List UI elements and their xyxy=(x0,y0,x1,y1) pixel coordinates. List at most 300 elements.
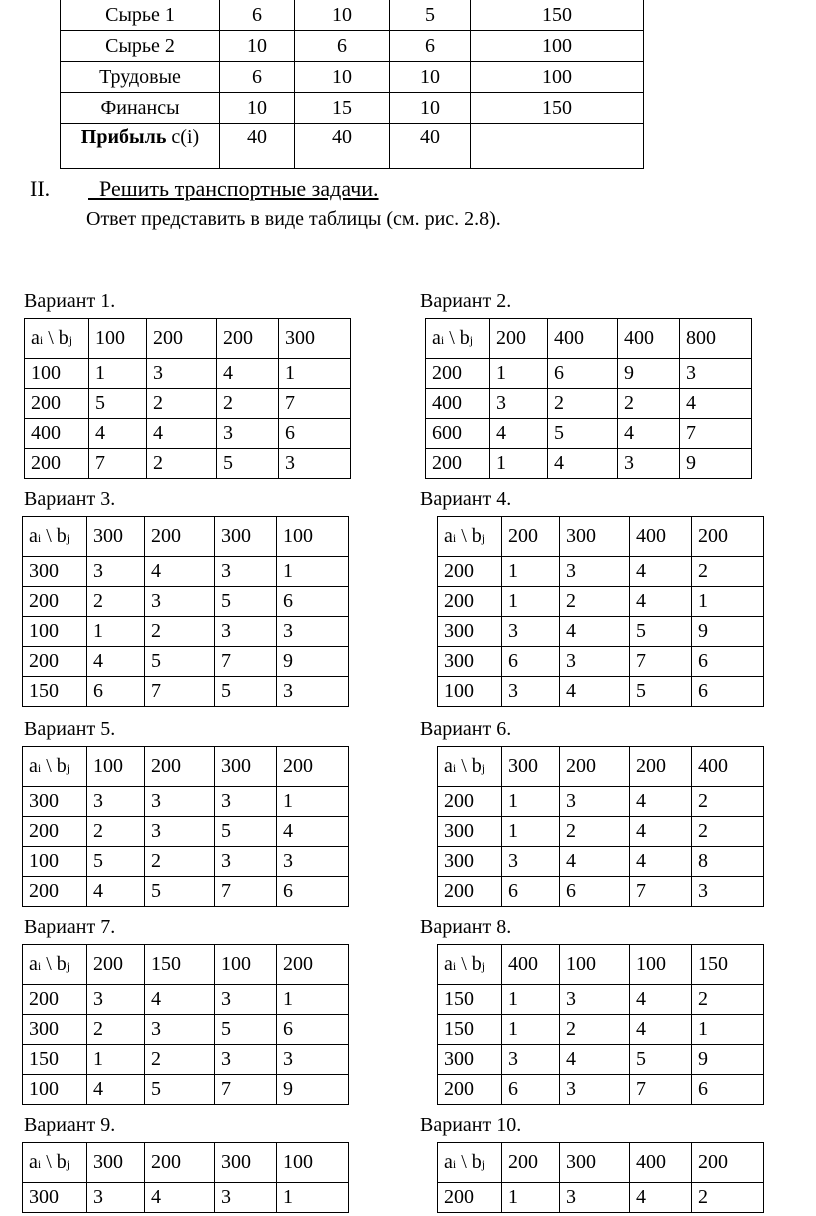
cost-cell: 2 xyxy=(147,389,217,419)
demand-cell: 800 xyxy=(680,319,752,359)
resource-value: 10 xyxy=(295,62,390,93)
transport-row xyxy=(25,419,351,449)
transport-row xyxy=(438,617,764,647)
profit-value: 40 xyxy=(390,124,471,169)
header-sep: \ xyxy=(41,953,57,975)
transport-row xyxy=(23,1015,349,1045)
supply-cell: 200 xyxy=(438,1075,502,1105)
cost-cell: 3 xyxy=(618,449,680,479)
header-a-sub: i xyxy=(37,531,42,545)
resource-label: Трудовые xyxy=(61,62,220,93)
cost-cell: 7 xyxy=(145,677,215,707)
supply-cell: 100 xyxy=(438,677,502,707)
cost-cell: 3 xyxy=(560,1075,630,1105)
supply-cell: 200 xyxy=(438,787,502,817)
cost-cell: 6 xyxy=(502,647,560,677)
transport-row xyxy=(426,359,752,389)
cost-cell: 3 xyxy=(87,787,145,817)
cost-cell: 6 xyxy=(277,1015,349,1045)
header-sep: \ xyxy=(456,1151,472,1173)
cost-cell: 6 xyxy=(277,587,349,617)
profit-value xyxy=(471,124,644,169)
cost-cell: 4 xyxy=(560,847,630,877)
supply-cell: 200 xyxy=(25,449,89,479)
demand-cell: 100 xyxy=(560,945,630,985)
profit-label xyxy=(61,124,220,169)
resources-table xyxy=(60,0,644,169)
cost-cell: 7 xyxy=(279,389,351,419)
cost-cell: 3 xyxy=(215,1045,277,1075)
cost-cell: 9 xyxy=(692,1045,764,1075)
supply-cell: 400 xyxy=(426,389,490,419)
demand-cell: 200 xyxy=(277,747,349,787)
cost-cell: 3 xyxy=(145,587,215,617)
demand-cell: 200 xyxy=(147,319,217,359)
cost-cell: 5 xyxy=(215,677,277,707)
resource-value: 10 xyxy=(390,93,471,124)
header-a-sub: i xyxy=(452,1157,457,1171)
cost-cell: 6 xyxy=(279,419,351,449)
ai-bj-header-cell xyxy=(25,319,89,359)
supply-cell: 150 xyxy=(23,1045,87,1075)
cost-cell: 4 xyxy=(217,359,279,389)
transport-row xyxy=(23,587,349,617)
transport-row xyxy=(23,817,349,847)
resource-value: 15 xyxy=(295,93,390,124)
cost-cell: 1 xyxy=(502,817,560,847)
ai-bj-header-cell xyxy=(426,319,490,359)
cost-cell: 2 xyxy=(560,1015,630,1045)
cost-cell: 3 xyxy=(215,1183,277,1213)
header-b: b xyxy=(56,953,67,975)
variant-label: Вариант 7. xyxy=(24,916,116,938)
cost-cell: 1 xyxy=(502,787,560,817)
cost-cell: 2 xyxy=(560,817,630,847)
cost-cell: 2 xyxy=(692,787,764,817)
header-sep: \ xyxy=(41,525,57,547)
demand-cell: 200 xyxy=(490,319,548,359)
variant-label: Вариант 5. xyxy=(24,718,116,740)
supply-cell: 200 xyxy=(438,587,502,617)
header-sep: \ xyxy=(456,525,472,547)
demand-cell: 300 xyxy=(560,517,630,557)
cost-cell: 9 xyxy=(680,449,752,479)
cost-cell: 6 xyxy=(87,677,145,707)
cost-cell: 5 xyxy=(145,877,215,907)
demand-cell: 100 xyxy=(89,319,147,359)
cost-cell: 7 xyxy=(630,1075,692,1105)
demand-cell: 300 xyxy=(87,517,145,557)
demand-cell: 200 xyxy=(145,747,215,787)
header-b-sub: j xyxy=(66,531,71,545)
resource-value: 150 xyxy=(471,93,644,124)
demand-cell: 100 xyxy=(87,747,145,787)
cost-cell: 6 xyxy=(692,647,764,677)
supply-cell: 300 xyxy=(23,1015,87,1045)
cost-cell: 3 xyxy=(277,617,349,647)
supply-cell: 100 xyxy=(23,617,87,647)
cost-cell: 3 xyxy=(87,985,145,1015)
supply-cell: 200 xyxy=(23,877,87,907)
demand-cell: 150 xyxy=(692,945,764,985)
cost-cell: 1 xyxy=(502,587,560,617)
cost-cell: 6 xyxy=(692,1075,764,1105)
ai-bj-header-cell xyxy=(23,945,87,985)
demand-cell: 100 xyxy=(215,945,277,985)
demand-cell: 300 xyxy=(215,517,277,557)
cost-cell: 3 xyxy=(502,617,560,647)
cost-cell: 7 xyxy=(680,419,752,449)
section-subtitle: Ответ представить в виде таблицы (см. рис. 2.8). xyxy=(86,208,501,230)
cost-cell: 6 xyxy=(277,877,349,907)
cost-cell: 4 xyxy=(145,985,215,1015)
transport-table xyxy=(22,1142,349,1213)
cost-cell: 4 xyxy=(277,817,349,847)
header-b: b xyxy=(56,525,67,547)
header-sep: \ xyxy=(456,755,472,777)
profit-value: 40 xyxy=(295,124,390,169)
header-a: a xyxy=(432,327,441,349)
cost-cell: 3 xyxy=(502,1045,560,1075)
demand-cell: 100 xyxy=(630,945,692,985)
cost-cell: 3 xyxy=(215,847,277,877)
cost-cell: 8 xyxy=(692,847,764,877)
resource-value: 6 xyxy=(295,31,390,62)
cost-cell: 4 xyxy=(87,877,145,907)
demand-cell: 200 xyxy=(502,1143,560,1183)
ai-bj-header-cell xyxy=(438,747,502,787)
cost-cell: 2 xyxy=(147,449,217,479)
header-a: a xyxy=(29,755,38,777)
transport-row xyxy=(438,1045,764,1075)
header-a-sub: i xyxy=(452,959,457,973)
supply-cell: 300 xyxy=(438,617,502,647)
cost-cell: 3 xyxy=(490,389,548,419)
demand-cell: 400 xyxy=(692,747,764,787)
transport-row xyxy=(438,1015,764,1045)
supply-cell: 200 xyxy=(23,985,87,1015)
header-b: b xyxy=(471,953,482,975)
transport-table xyxy=(437,516,764,707)
header-b: b xyxy=(459,327,470,349)
cost-cell: 1 xyxy=(502,557,560,587)
cost-cell: 3 xyxy=(145,787,215,817)
cost-cell: 3 xyxy=(87,1183,145,1213)
transport-table xyxy=(425,318,752,479)
demand-cell: 200 xyxy=(217,319,279,359)
cost-cell: 6 xyxy=(560,877,630,907)
header-a-sub: i xyxy=(39,333,44,347)
cost-cell: 2 xyxy=(145,1045,215,1075)
demand-cell: 100 xyxy=(277,1143,349,1183)
header-a: a xyxy=(29,525,38,547)
cost-cell: 3 xyxy=(560,557,630,587)
cost-cell: 2 xyxy=(618,389,680,419)
resources-row xyxy=(61,0,644,31)
supply-cell: 300 xyxy=(23,557,87,587)
header-b-sub: j xyxy=(481,1157,486,1171)
transport-header-row xyxy=(25,319,351,359)
supply-cell: 100 xyxy=(23,847,87,877)
cost-cell: 4 xyxy=(630,817,692,847)
demand-cell: 200 xyxy=(630,747,692,787)
supply-cell: 300 xyxy=(438,647,502,677)
cost-cell: 4 xyxy=(145,1183,215,1213)
supply-cell: 100 xyxy=(25,359,89,389)
profit-label-bold: Прибыль xyxy=(80,126,167,148)
supply-cell: 100 xyxy=(23,1075,87,1105)
transport-header-row xyxy=(438,945,764,985)
cost-cell: 4 xyxy=(630,847,692,877)
demand-cell: 300 xyxy=(215,1143,277,1183)
cost-cell: 2 xyxy=(87,587,145,617)
supply-cell: 400 xyxy=(25,419,89,449)
variant-label: Вариант 4. xyxy=(420,488,512,510)
header-b-sub: j xyxy=(66,1157,71,1171)
header-a: a xyxy=(31,327,40,349)
transport-header-row xyxy=(426,319,752,359)
cost-cell: 3 xyxy=(215,985,277,1015)
transport-row xyxy=(426,419,752,449)
cost-cell: 4 xyxy=(630,557,692,587)
ai-bj-header-cell xyxy=(438,1143,502,1183)
transport-row xyxy=(438,677,764,707)
cost-cell: 2 xyxy=(692,557,764,587)
cost-cell: 3 xyxy=(560,787,630,817)
section-number: II. xyxy=(30,176,51,201)
transport-header-row xyxy=(23,517,349,557)
cost-cell: 9 xyxy=(618,359,680,389)
cost-cell: 1 xyxy=(502,1015,560,1045)
supply-cell: 150 xyxy=(23,677,87,707)
resources-row xyxy=(61,93,644,124)
cost-cell: 1 xyxy=(490,449,548,479)
transport-table xyxy=(22,944,349,1105)
resource-value: 150 xyxy=(471,0,644,31)
transport-row xyxy=(23,985,349,1015)
cost-cell: 5 xyxy=(630,1045,692,1075)
header-a: a xyxy=(444,953,453,975)
cost-cell: 3 xyxy=(145,1015,215,1045)
supply-cell: 600 xyxy=(426,419,490,449)
transport-row xyxy=(438,1183,764,1213)
transport-row xyxy=(25,359,351,389)
cost-cell: 3 xyxy=(277,847,349,877)
transport-table xyxy=(22,746,349,907)
transport-header-row xyxy=(438,517,764,557)
transport-row xyxy=(438,557,764,587)
cost-cell: 5 xyxy=(145,1075,215,1105)
cost-cell: 2 xyxy=(87,1015,145,1045)
variant-label: Вариант 6. xyxy=(420,718,512,740)
demand-cell: 400 xyxy=(630,517,692,557)
demand-cell: 100 xyxy=(277,517,349,557)
cost-cell: 3 xyxy=(147,359,217,389)
header-sep: \ xyxy=(456,953,472,975)
cost-cell: 4 xyxy=(87,647,145,677)
transport-header-row xyxy=(23,945,349,985)
header-b: b xyxy=(56,755,67,777)
demand-cell: 200 xyxy=(502,517,560,557)
transport-row xyxy=(23,617,349,647)
cost-cell: 5 xyxy=(630,677,692,707)
cost-cell: 6 xyxy=(692,677,764,707)
transport-row xyxy=(438,647,764,677)
transport-row xyxy=(25,449,351,479)
cost-cell: 1 xyxy=(279,359,351,389)
resource-value: 10 xyxy=(220,31,295,62)
header-b: b xyxy=(56,1151,67,1173)
cost-cell: 4 xyxy=(630,985,692,1015)
cost-cell: 2 xyxy=(217,389,279,419)
header-a-sub: i xyxy=(452,761,457,775)
variant-label: Вариант 2. xyxy=(420,290,512,312)
transport-header-row xyxy=(23,747,349,787)
transport-row xyxy=(23,877,349,907)
supply-cell: 300 xyxy=(438,1045,502,1075)
cost-cell: 2 xyxy=(548,389,618,419)
supply-cell: 300 xyxy=(23,1183,87,1213)
resource-value: 100 xyxy=(471,31,644,62)
transport-table xyxy=(437,746,764,907)
transport-table xyxy=(22,516,349,707)
cost-cell: 1 xyxy=(692,1015,764,1045)
cost-cell: 2 xyxy=(145,847,215,877)
cost-cell: 7 xyxy=(630,877,692,907)
resource-value: 6 xyxy=(220,0,295,31)
cost-cell: 3 xyxy=(680,359,752,389)
header-b: b xyxy=(471,525,482,547)
supply-cell: 200 xyxy=(426,449,490,479)
transport-row xyxy=(438,817,764,847)
header-b-sub: j xyxy=(481,531,486,545)
resource-label: Финансы xyxy=(61,93,220,124)
demand-cell: 300 xyxy=(560,1143,630,1183)
cost-cell: 4 xyxy=(89,419,147,449)
cost-cell: 6 xyxy=(502,877,560,907)
header-a-sub: i xyxy=(37,959,42,973)
cost-cell: 5 xyxy=(215,587,277,617)
cost-cell: 5 xyxy=(215,817,277,847)
resource-value: 10 xyxy=(390,62,471,93)
supply-cell: 200 xyxy=(438,557,502,587)
header-a-sub: i xyxy=(440,333,445,347)
demand-cell: 200 xyxy=(87,945,145,985)
header-b-sub: j xyxy=(469,333,474,347)
header-a-sub: i xyxy=(37,761,42,775)
header-b: b xyxy=(58,327,69,349)
supply-cell: 300 xyxy=(438,817,502,847)
transport-table xyxy=(437,1142,764,1213)
transport-table xyxy=(437,944,764,1105)
cost-cell: 6 xyxy=(502,1075,560,1105)
cost-cell: 5 xyxy=(145,647,215,677)
transport-row xyxy=(438,587,764,617)
variant-label: Вариант 9. xyxy=(24,1114,116,1136)
demand-cell: 400 xyxy=(502,945,560,985)
cost-cell: 1 xyxy=(277,1183,349,1213)
cost-cell: 3 xyxy=(277,677,349,707)
demand-cell: 200 xyxy=(692,517,764,557)
header-b: b xyxy=(471,755,482,777)
supply-cell: 150 xyxy=(438,985,502,1015)
cost-cell: 4 xyxy=(630,1183,692,1213)
cost-cell: 3 xyxy=(277,1045,349,1075)
transport-row xyxy=(426,389,752,419)
cost-cell: 1 xyxy=(692,587,764,617)
demand-cell: 300 xyxy=(279,319,351,359)
transport-header-row xyxy=(23,1143,349,1183)
transport-row xyxy=(438,847,764,877)
cost-cell: 4 xyxy=(560,677,630,707)
cost-cell: 1 xyxy=(87,1045,145,1075)
transport-row xyxy=(438,985,764,1015)
cost-cell: 4 xyxy=(145,557,215,587)
cost-cell: 5 xyxy=(548,419,618,449)
demand-cell: 400 xyxy=(618,319,680,359)
cost-cell: 4 xyxy=(630,787,692,817)
transport-header-row xyxy=(438,1143,764,1183)
cost-cell: 7 xyxy=(89,449,147,479)
cost-cell: 4 xyxy=(87,1075,145,1105)
header-sep: \ xyxy=(444,327,460,349)
profit-row xyxy=(61,124,644,169)
header-sep: \ xyxy=(41,755,57,777)
variant-label: Вариант 1. xyxy=(24,290,116,312)
header-a-sub: i xyxy=(452,531,457,545)
header-b: b xyxy=(471,1151,482,1173)
cost-cell: 9 xyxy=(692,617,764,647)
resource-value: 6 xyxy=(220,62,295,93)
transport-row xyxy=(23,647,349,677)
cost-cell: 2 xyxy=(692,985,764,1015)
transport-row xyxy=(23,847,349,877)
demand-cell: 200 xyxy=(692,1143,764,1183)
cost-cell: 4 xyxy=(680,389,752,419)
cost-cell: 5 xyxy=(215,1015,277,1045)
cost-cell: 3 xyxy=(560,647,630,677)
demand-cell: 400 xyxy=(630,1143,692,1183)
cost-cell: 4 xyxy=(490,419,548,449)
cost-cell: 7 xyxy=(215,1075,277,1105)
transport-row xyxy=(438,787,764,817)
cost-cell: 4 xyxy=(618,419,680,449)
cost-cell: 5 xyxy=(630,617,692,647)
transport-row xyxy=(25,389,351,419)
resource-value: 6 xyxy=(390,31,471,62)
transport-row xyxy=(438,877,764,907)
cost-cell: 7 xyxy=(630,647,692,677)
cost-cell: 4 xyxy=(147,419,217,449)
supply-cell: 150 xyxy=(438,1015,502,1045)
resource-value: 5 xyxy=(390,0,471,31)
ai-bj-header-cell xyxy=(23,1143,87,1183)
variant-label: Вариант 3. xyxy=(24,488,116,510)
section-title: Решить транспортные задачи. xyxy=(99,176,379,201)
resource-value: 10 xyxy=(220,93,295,124)
header-b-sub: j xyxy=(66,959,71,973)
header-b-sub: j xyxy=(481,959,486,973)
cost-cell: 9 xyxy=(277,1075,349,1105)
cost-cell: 9 xyxy=(277,647,349,677)
ai-bj-header-cell xyxy=(438,517,502,557)
resource-label: Сырье 2 xyxy=(61,31,220,62)
resource-value: 100 xyxy=(471,62,644,93)
cost-cell: 4 xyxy=(630,1015,692,1045)
cost-cell: 3 xyxy=(145,817,215,847)
cost-cell: 1 xyxy=(89,359,147,389)
header-sep: \ xyxy=(41,1151,57,1173)
